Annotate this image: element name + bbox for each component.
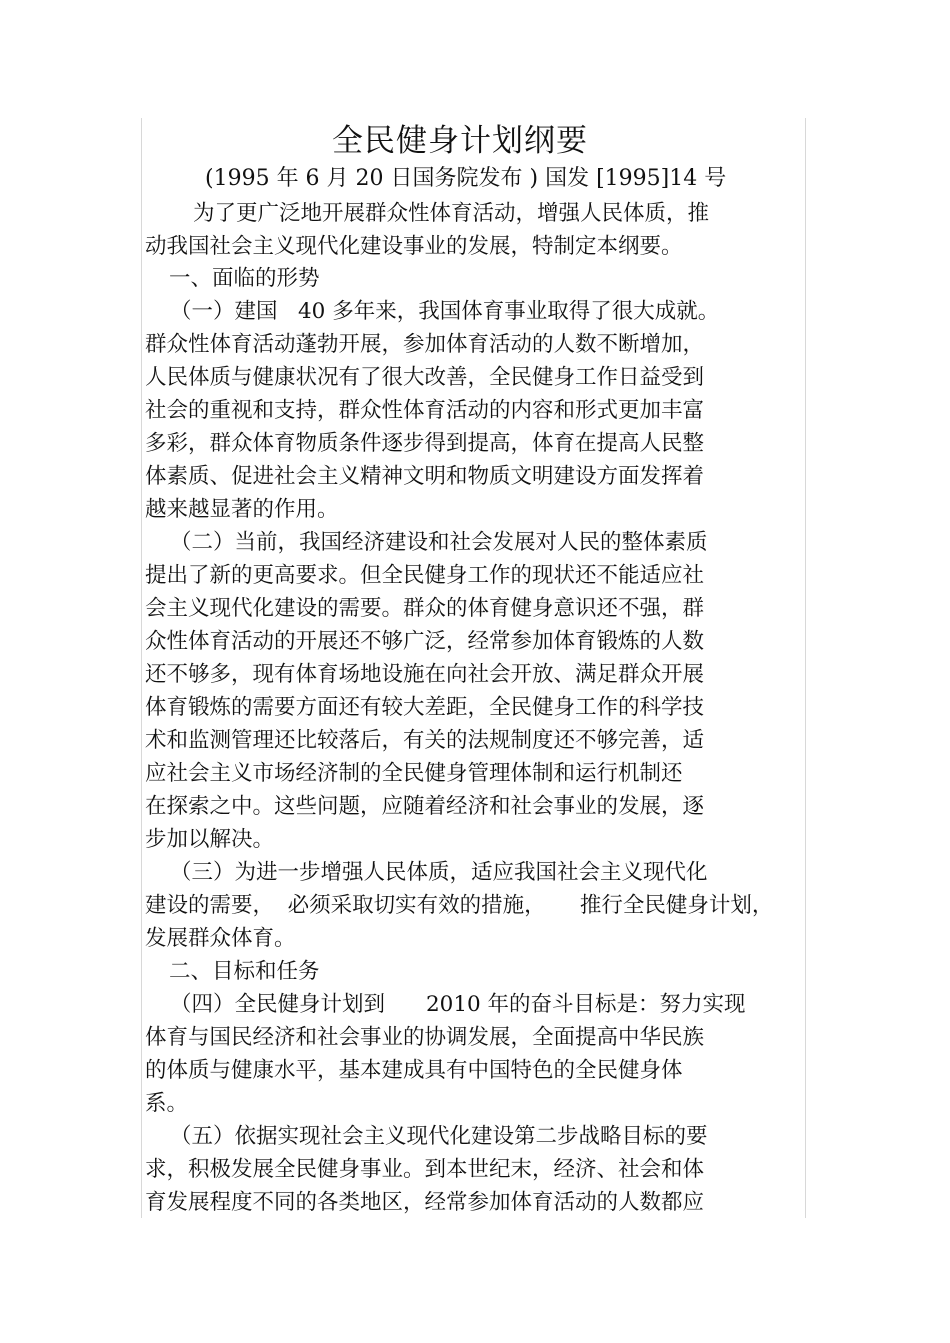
- text-line: 应社会主义市场经济制的全民健身管理体制和运行机制还: [145, 761, 683, 786]
- text-line: 建设的需要， 必须采取切实有效的措施， 推行全民健身计划，: [145, 893, 774, 918]
- text-line: （二）当前，我国经济建设和社会发展对人民的整体素质: [170, 530, 708, 555]
- text-line: 育发展程度不同的各类地区，经常参加体育活动的人数都应: [145, 1190, 705, 1215]
- text-line: 体育与国民经济和社会事业的协调发展，全面提高中华民族: [145, 1025, 705, 1050]
- text-line: 社会的重视和支持，群众性体育活动的内容和形式更加丰富: [145, 398, 705, 423]
- text-line: （四）全民健身计划到 2010 年的奋斗目标是：努力实现: [170, 992, 746, 1017]
- text-line: 步加以解决。: [145, 827, 275, 852]
- document-subtitle: (1995 年 6 月 20 日国务院发布 ) 国发 [1995]14 号: [205, 166, 727, 191]
- text-line: 众性体育活动的开展还不够广泛，经常参加体育锻炼的人数: [145, 629, 705, 654]
- text-line: （一）建国 40 多年来，我国体育事业取得了很大成就。: [170, 299, 720, 324]
- section-heading: 二、目标和任务: [169, 959, 320, 984]
- text-line: 多彩，群众体育物质条件逐步得到提高，体育在提高人民整: [145, 431, 705, 456]
- right-margin-line: [805, 118, 806, 1218]
- text-line: 求，积极发展全民健身事业。到本世纪末，经济、社会和体: [145, 1157, 705, 1182]
- section-heading: 一、面临的形势: [169, 266, 320, 291]
- text-line: （三）为进一步增强人民体质，适应我国社会主义现代化: [170, 860, 708, 885]
- text-line: 越来越显著的作用。: [145, 497, 339, 522]
- text-line: 体育锻炼的需要方面还有较大差距，全民健身工作的科学技: [145, 695, 705, 720]
- document-title: 全民健身计划纲要: [332, 123, 588, 159]
- left-margin-line: [141, 118, 142, 1218]
- text-line: 为了更广泛地开展群众性体育活动，增强人民体质，推: [193, 201, 710, 226]
- text-line: （五）依据实现社会主义现代化建设第二步战略目标的要: [170, 1124, 708, 1149]
- text-line: 提出了新的更高要求。但全民健身工作的现状还不能适应社: [145, 563, 705, 588]
- text-line: 还不够多，现有体育场地设施在向社会开放、满足群众开展: [145, 662, 705, 687]
- text-line: 发展群众体育。: [145, 926, 296, 951]
- text-line: 的体质与健康水平，基本建成具有中国特色的全民健身体: [145, 1058, 683, 1083]
- text-line: 群众性体育活动蓬勃开展，参加体育活动的人数不断增加，: [145, 332, 705, 357]
- text-line: 人民体质与健康状况有了很大改善，全民健身工作日益受到: [145, 365, 705, 390]
- text-line: 术和监测管理还比较落后，有关的法规制度还不够完善，适: [145, 728, 705, 753]
- text-line: 体素质、促进社会主义精神文明和物质文明建设方面发挥着: [145, 464, 705, 489]
- text-line: 系。: [145, 1091, 189, 1116]
- text-line: 在探索之中。这些问题，应随着经济和社会事业的发展，逐: [145, 794, 705, 819]
- text-line: 会主义现代化建设的需要。群众的体育健身意识还不强，群: [145, 596, 705, 621]
- text-line: 动我国社会主义现代化建设事业的发展，特制定本纲要。: [145, 234, 683, 259]
